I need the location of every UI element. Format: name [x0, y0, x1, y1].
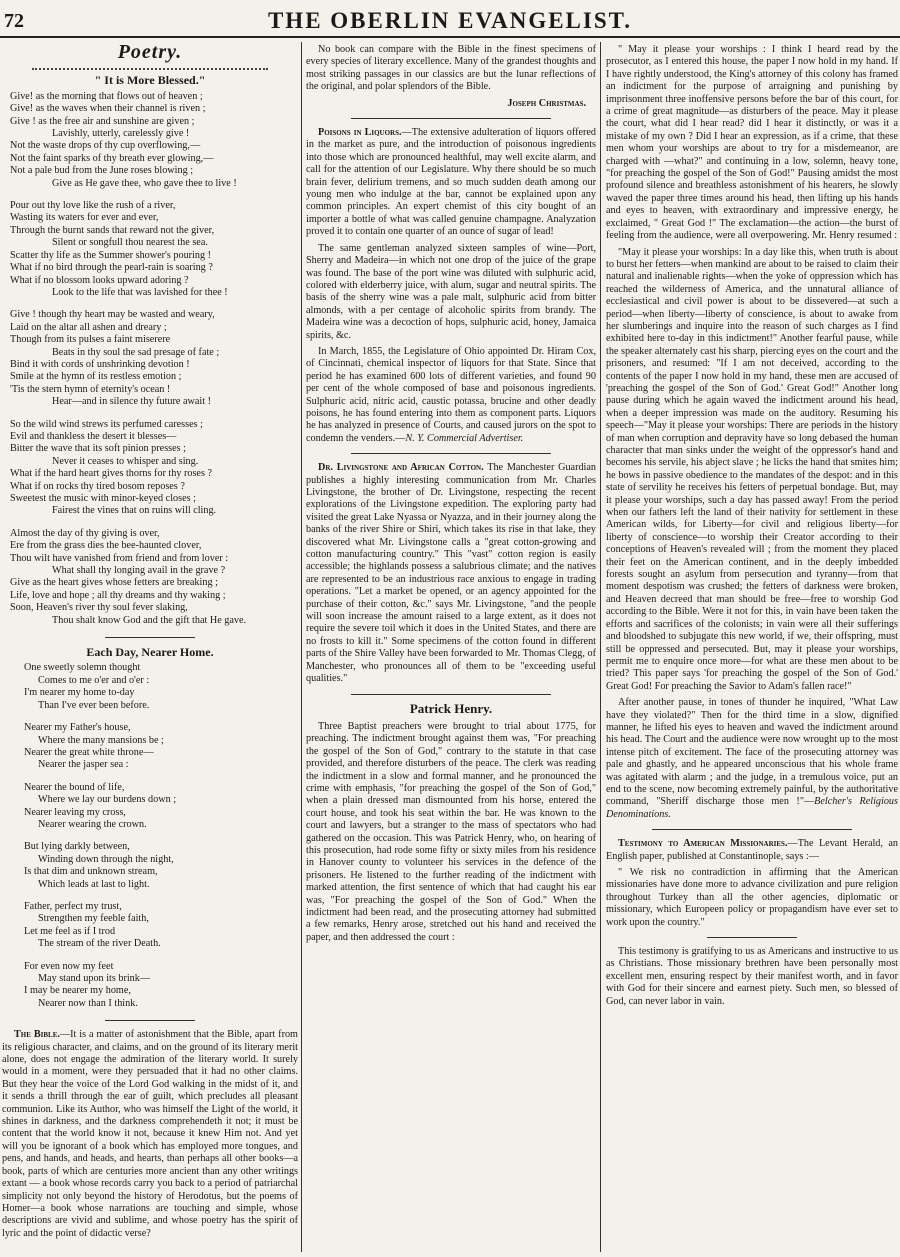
testimony-quote: " We risk no contradiction in affirming that the American missionaries have done more to advance civilization and pure religion throughout Turkey than all the other agencies, diplomatic or missionary, which Europeen policy or propagandism have ever set to work upon the country." [606, 867, 898, 928]
patrick-para1: Three Baptist preachers were brought to trial about 1775, for preaching. The indictment brought against them was, "For preaching the gospel of the Son of God," contrary to the statute in that case provided, and therefore disturbers of the peace. The clerk was reading the indictment in a slow and formal manner, and he pronounced the crime with emphasis, "for preaching the gospel of the Son of God," when a plain dressed man dismounted from his horse, entered the court house, and took his seat within the bar. He was known to the court and lawyers, but a stranger to the mass of spectators who had gathered on the occasion. This was Patrick Henry, who, on hearing of this prosecution, had rode some fifty or sixty miles from his residence in Hanover county to volunteer his services in the defence of the prisoners. He listened to the further reading of the indictment with marked attention, the first sentence of which that had caught his ear was, "For preaching the gospel of the Son of God." When the indictment had been read, and the prosecuting attorney had submitted a few remarks, Henry arose, stretched out his hand and received the paper, and then addressed the court : [306, 720, 596, 943]
section-divider [351, 118, 551, 119]
poem-line: Father, perfect my trust, [24, 900, 122, 912]
poem-line: Nearer wearing the crown. [38, 818, 147, 830]
column-3 [606, 44, 898, 1250]
poisons-source: N. Y. Commercial Advertiser. [405, 432, 524, 444]
poem-line: Bind it with cords of unshrinking devotion ! [10, 358, 190, 370]
poem-line: Wasting its waters for ever and ever, [10, 212, 159, 224]
poem-line: But lying darkly between, [24, 841, 130, 853]
poem-line: Through the burnt sands that reward not the giver, [10, 224, 215, 236]
poem-line: Where the many mansions be ; [38, 734, 164, 746]
section-divider [707, 937, 797, 938]
poem-line: Smile at the hymn of its restless emotion ; [10, 371, 182, 383]
poem-line: Hear—and in silence thy future await ! [52, 396, 211, 408]
poem-line: What if no bird through the pearl-rain is soaring ? [10, 262, 213, 274]
poem-line: Ere from the grass dies the bee-haunted clover, [10, 540, 202, 552]
section-divider [652, 829, 852, 830]
masthead-title: THE OBERLIN EVANGELIST. [267, 8, 633, 33]
column-divider-2 [600, 42, 601, 1252]
poisons-lead: Poisons in Liquors. [318, 127, 402, 139]
poem2-body [2, 662, 298, 1010]
poem-line: Scatter thy life as the Summer shower's pouring ! [10, 249, 212, 261]
patrick-para2: " May it please your worships : I think I heard read by the prosecutor, as I entered this house, the paper I now hold in my hand. If I have rightly understood, the King's attorney of this colony has framed an indictment for the purpose of arraigning and punishing by imprisonment three inoffensive persons before the bar of this court, for a crime of great magnitude—as disturbers of the peace. May it please the court, what did I hear read? did I hear it distinctly, or was it a mistake of my own ? Did I hear an expression, as if a crime, that these men whom your worships are about to try for a misdemeanor, are charged with —what?" and continuing in a low, solemn, heavy tone, "for preaching the gospel of the Son of God!" Pausing amidst the most profound silence and breathless astonishment of his hearers, he slowly waved the paper three times around his head, then lifting up his hands and eyes to heaven, with extraordinary and impressive energy, he exclaimed, " Great God !" The exclamation—the action—the burst of feeling from the audience, were all overpowering. Mr. Henry resumed : [606, 44, 898, 242]
poem-line: Winding down through the night, [38, 853, 174, 865]
poem-line: Not the faint sparks of thy breath ever glowing,— [10, 152, 214, 164]
poem-line: Give ! as the free air and sunshine are given ; [10, 115, 195, 127]
poem-line: Fairest the vines that on ruins will cling. [52, 505, 217, 517]
poisons-para3 [306, 346, 596, 445]
stanza [10, 961, 298, 1011]
stanza [10, 309, 298, 408]
poem-line: Laid on the altar all ashen and dreary ; [10, 321, 167, 333]
poem-line: One sweetly solemn thought [24, 662, 141, 674]
stanza [10, 200, 298, 299]
livingstone-lead: Dr. Livingstone and African Cotton. [318, 462, 484, 474]
poem-line: Nearer the jasper sea : [38, 759, 129, 771]
poem-line: Give! as the morning that flows out of heaven ; [10, 90, 203, 102]
poem-line: Comes to me o'er and o'er : [38, 674, 150, 686]
testimony-para3: This testimony is gratifying to us as Americans and instructive to us as Christians. Those missionary brethren have been personally most excellent men, ensuring respect by their manifest worth, and in favor with God for their sincere and earnest piety. Such men, so blessed of God, can never labor in vain. [606, 946, 898, 1007]
poem-line: Not the waste drops of thy cup overflowing,— [10, 140, 201, 152]
testimony-para1 [606, 838, 898, 863]
poem1-title: " It is More Blessed." [94, 73, 206, 88]
poem-line: Almost the day of thy giving is over, [10, 527, 160, 539]
poem-line: What if the hard heart gives thorns for thy roses ? [10, 468, 212, 480]
patrick-text4: After another pause, in tones of thunder he inquired, "What Law have they violated?" Then for the third time in a slow, dignified manner, he lifted his eyes to heaven and waved the indictment around his head. The Court and the audience were now wrought up to the most intense pitch of excitement. The face of the prosecuting attorney was pale and ghastly, and he appeared unconscious that his whole frame was agitated with alarm ; and the judge, in a tremulous voice, put an end to the scene, now becoming extremely painful, by the authoritative command, "Sheriff discharge those men !"— [606, 697, 898, 808]
poem-line: Give as the heart gives whose fetters are breaking ; [10, 577, 218, 589]
patrick-title: Patrick Henry. [409, 700, 493, 716]
bible-para2: No book can compare with the Bible in the finest specimens of every species of literary excellence. Many of the grandest thoughts and most striking passages in our classics are but the lunar reflections of the original, and polar splendors of the Bible. [306, 44, 596, 93]
poem-line: I may be nearer my home, [24, 985, 131, 997]
section-divider [351, 694, 551, 695]
poem-line: Than I've ever been before. [38, 699, 150, 711]
poem-divider [105, 637, 195, 638]
poem-line: Give! as the waves when their channel is riven ; [10, 103, 206, 115]
poem-line: So the wild wind strews its perfumed caresses ; [10, 418, 203, 430]
patrick-source: Belcher's Religious Denominations. [606, 796, 898, 820]
poem-line: Life, love and hope ; all thy dreams and thy waking ; [10, 589, 226, 601]
bible-lead: The Bible. [14, 1029, 60, 1041]
poem-line: Bitter the wave that its soft pinion presses ; [10, 443, 186, 455]
poem-line: Though from its pulses a faint miserere [10, 334, 171, 346]
ornamental-rule [32, 62, 268, 70]
poem-line: Evil and thankless the desert it blesses— [10, 430, 177, 442]
section-divider [105, 1020, 195, 1021]
poisons-para2: The same gentleman analyzed sixteen samples of wine—Port, Sherry and Madeira—in which not one drop of the juice of the grape was found. The base of the port wine was diluted with sulphuric acid, colored with elderberry juice, with alum, sugar and neutral spirits. The basis of the sherry wine was a pale malt, sulphuric acid from bitter almonds, with a per centage of alcoholic spirits from brandy. The Madeira wine was a decoction of hops, sulphuric acid, honey, Jamaica spirits, &c. [306, 242, 596, 341]
poem-line: The stream of the river Death. [38, 938, 161, 950]
poisons-text: —The extensive adulteration of liquors offered in the market as pure, and the introduction of poisonous ingredients into those which are pronounced healthful, may well excite alarm, and call for the attention of our Legislature. Why there should be so much brain fever, delirium tremens, and so much sudden death among our young men who indulge at the bar, cannot be explained upon any common principles. An expert chemist of this city bought of an importer a bottle of what was called genuine champagne. Analyzation proved it to contain one quarter of an ounce of sugar of lead! [306, 127, 596, 238]
testimony-text: —The Levant Herald, an English paper, published at Constantinople, says :— [606, 838, 898, 862]
poem-line: Nearer the great white throne— [24, 746, 154, 758]
stanza [10, 722, 298, 772]
poem-line: Not a pale bud from the June roses blowing ; [10, 165, 194, 177]
header-rule [0, 36, 900, 38]
poem-line: Beats in thy soul the sad presage of fate ; [52, 346, 220, 358]
column-divider-1 [301, 42, 302, 1252]
livingstone-para [306, 462, 596, 685]
poem-line: What if no blossom looks upward adoring ? [10, 274, 189, 286]
bible-signature: Joseph Christmas. [507, 97, 586, 109]
poem-line: Thou shalt know God and the gift that He gave. [52, 614, 247, 626]
poem-line: Never it ceases to whisper and sing. [52, 455, 199, 467]
testimony-lead: Testimony to American Missionaries. [618, 838, 788, 850]
poem2-title: Each Day, Nearer Home. [86, 645, 214, 660]
stanza [10, 901, 298, 951]
livingstone-text: The Manchester Guardian publishes a highly interesting communication from Mr. Charles Livingstone, the brother of Dr. Livingstone, respecting the recent explorations of the Livingstone expedition. The exploring party had visited the great Lake Nyassa or Nyazza, and in their journey along the banks of the river Shire or Shiri, which takes its rise in that lake, they discovered what Mr. Livingstone calls a "great cotton-growing and cotton manufacturing country." This "vast" cotton region is easily accessible; the highlands possess a salubrious climate; and the natives are represented to be an industrious race anxious to engage in trading operations. "Let a market be opened, or an agency appointed for the purchase of their cotton, &c." says Mr. Livingstone, "and the people will soon increase the amount raised to a large extent, as it does not require the severe toil which it does in the United States, and there are no frosts to kill it." Some specimens of the cotton found in different parts of the Shire Valley have been forwarded to Mr. Thomas Clegg, of Manchester, who pronounces all of them to be "exceeding useful qualities." [306, 462, 596, 685]
poem-line: Where we lay our burdens down ; [38, 794, 177, 806]
poem-line: Silent or songfull thou nearest the sea. [52, 237, 208, 249]
poetry-section-title: Poetry. [117, 44, 183, 63]
poem-line: Lavishly, utterly, carelessly give ! [52, 128, 190, 140]
column-1 [2, 44, 298, 1250]
poem-line: What if on rocks thy tired bosom reposes ? [10, 480, 185, 492]
poem-line: Soon, Heaven's river thy soul fever slaking, [10, 602, 188, 614]
stanza [10, 419, 298, 518]
poem-line: Nearer now than I think. [38, 997, 138, 1009]
poem-line: Sweetest the music with minor-keyed closes ; [10, 493, 196, 504]
poem-line: Give as He gave thee, who gave thee to live ! [52, 177, 237, 189]
poem-line: Strengthen my feeble faith, [38, 913, 149, 925]
poisons-para1 [306, 127, 596, 239]
poem-line: Thou wilt have vanished from friend and from lover : [10, 552, 229, 564]
bible-paragraph [2, 1029, 298, 1240]
poem-line: 'Tis the stern hymn of eternity's ocean ! [10, 383, 171, 395]
poem-line: Look to the life that was lavished for thee ! [52, 286, 228, 298]
stanza [10, 91, 298, 190]
column-2 [306, 44, 596, 1250]
page-header [0, 0, 900, 40]
poem-line: I'm nearer my home to-day [24, 687, 135, 699]
stanza [10, 662, 298, 712]
poisons-text3: In March, 1855, the Legislature of Ohio appointed Dr. Hiram Cox, of Cincinnati, chemical inspector of liquors for that State. Since that period he has examined 600 lots of different varieties, and found 90 per cent of the whole composed of base and poisonous ingredients. Sulphuric acid, nitric acid, caustic potassa, brucine and other deadly poisons, he has found entering into them as component parts. Liquors he has analyzed in presence of Courts, and caused jurors on the spot to condemn the venders.— [306, 345, 596, 444]
poem-line: Give ! though thy heart may be wasted and weary, [10, 309, 215, 321]
stanza [10, 841, 298, 891]
poem-line: Nearer the bound of life, [24, 781, 125, 793]
poem-line: Is that dim and unknown stream, [24, 866, 158, 878]
poem-line: For even now my feet [24, 960, 114, 972]
poem-line: What shall thy longing avail in the grave ? [52, 565, 226, 577]
stanza [10, 782, 298, 832]
poem-line: Which leads at last to light. [38, 878, 150, 890]
bible-text: —It is a matter of astonishment that the Bible, apart from its religious character, and claims, and on the ground of its literary merit alone, does not engage the admiration of the literary world. It surely would in a moment, were they persuaded that it had no other claims. But they hear the voice of the Lord God walking in the midst of it, and it sends a thrill through the ear of guilt, which precludes all pleasant communion. Like its Author, who was himself the Light of the world, it shines in darkness, and the darkness comprehendeth it not; it must be content that the world know it not, because it knew Him not. And yet will you be ignorant of a book which has employed more tongues, and pens, and hands, and heads, and hearts, than perhaps all other books—a book, parts of which are centuries more ancient than any other writings extant — a book whose records carry you back to a period of patriarchal simplicity not only beyond the history of Herodotus, but the poems of Homer—a book whose narrations are touching and simple, whose descriptions are vivid and sublime, and whose poetry has the spirit of lyric and the point of didactic verse? [2, 1029, 298, 1239]
poem1-body [2, 91, 298, 627]
poem-line: May stand upon its brink— [38, 973, 151, 984]
stanza [10, 528, 298, 627]
poem-line: Pour out thy love like the rush of a river, [10, 200, 176, 212]
patrick-para3: "May it please your worships: In a day like this, when truth is about to burst her fetters—when mankind are about to be raised to claim their natural and inalienable rights—when the yoke of oppression which has reached the wilderness of America, and the unnatural alliance of ecclesiastical and civil power is about to be dissevered—at such a period—when liberty—liberty of conscience, is about to awake from her slumberings and inquire into the reason of such charges as I find exhibited here to-day in this indictment!" Another fearful pause, while the speaker alternately cast his sharp, piercing eyes on the court and the prisoners, and resumed: "If I am not deceived, according to the contents of the paper I now hold in my hand, these men are accused of 'preaching the gospel of the Son of God.' Great God!" Another long pause during which he again waved the indictment around his head, when a deeper impression was made on the auditory. Resuming his speech—"May it please your worships: There are periods in the history of man when corruption and depravity have so long debased the human character that man sinks under the weight of the oppressor's hand and becomes his servile, his abject slave ; he licks the hand that smites him; he bows in passive obedience to the mandates of the despot: and in this state of servility he receives his fetters of perpetual bondage. But, may it please your worships, such a day has passed away! From the period when our fathers left the land of their nativity for settlement in these American wilds, for Liberty—for civil and religious liberty—for liberty of conscience—to worship their Creator according to their conceptions of Heaven's revealed will ; from the moment they placed their feet on the American continent, and in the deeply imbedded forests sought an asylum from persecution and tyranny—from that moment despotism was crushed; the fetters of darkness were broken, and Heaven decreed that man should be free—free to worship God according to the Bible. Were it not for this, in vain have been taken the efforts and sacrifices of the colonists; in vain were all their sufferings and bloodshed to subjugate this new world, if we, their offspring, must still be oppressed and persecuted. But, may it please your worships, permit me to enquire once more—for what are these men about to be tried? This paper says 'for preaching the gospel of the Son of God.' Great God! For preaching the Savior to Adam's fallen race!" [606, 246, 898, 692]
poem-line: Let me feel as if I trod [24, 925, 116, 937]
page-number: 72 [4, 10, 24, 32]
poem-line: Nearer my Father's house, [24, 722, 131, 734]
patrick-para4 [606, 697, 898, 821]
poem-line: Nearer leaving my cross, [24, 806, 126, 818]
section-divider [351, 453, 551, 454]
